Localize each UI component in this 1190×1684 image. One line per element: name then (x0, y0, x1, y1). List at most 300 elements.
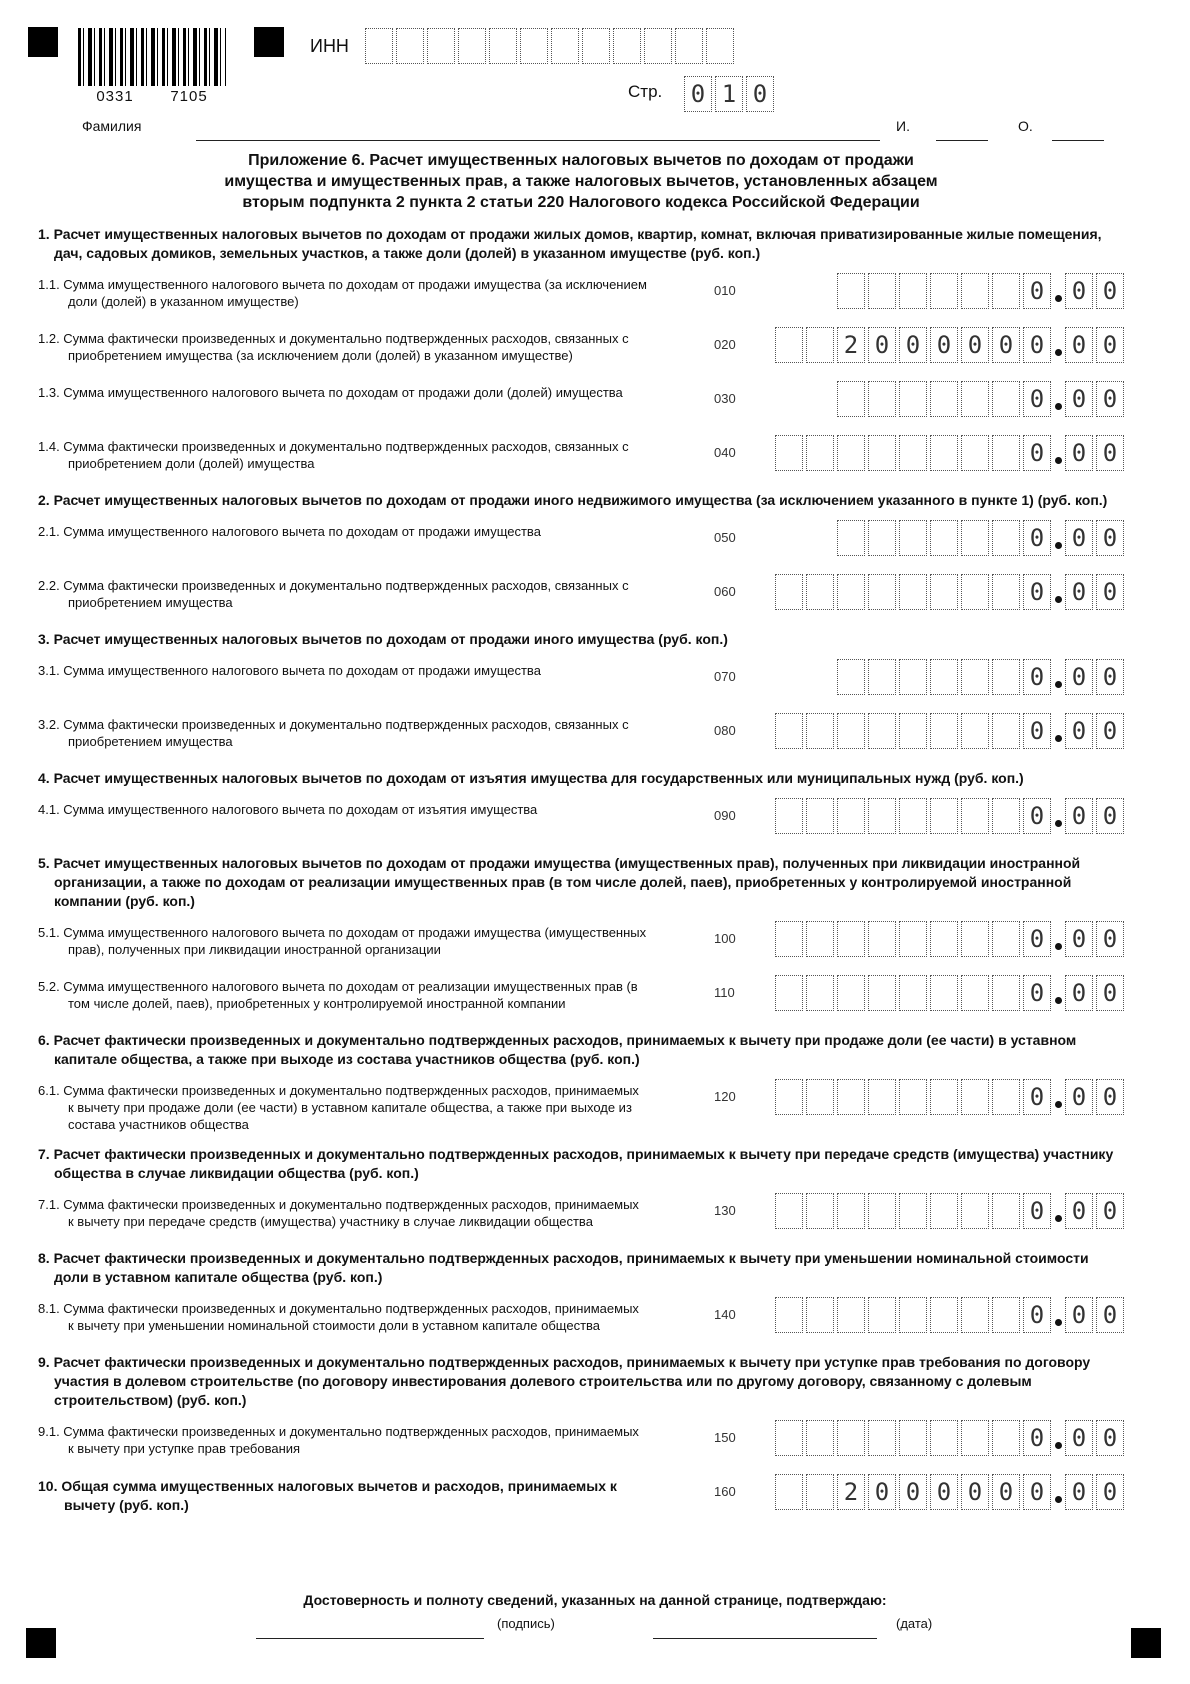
kopeck-digit-cell[interactable]: 0 (1096, 975, 1124, 1011)
amount-field-030 (772, 381, 1124, 417)
amount-digit-cell[interactable] (837, 921, 865, 957)
line-code-090: 090 (714, 808, 736, 823)
amount-digit-cell[interactable] (992, 1193, 1020, 1229)
amount-digit-cell[interactable] (961, 520, 989, 556)
section-8-heading: 8. Расчет фактически произведенных и документально подтвержденных расходов, принимаемых к вычету при уменьшении номинальной стоимости доли в уставном капитале общества (руб. коп.) (38, 1250, 1089, 1285)
rubles-cells-110 (775, 975, 1051, 1011)
patronymic-initial-label: О. (1018, 118, 1033, 134)
amount-digit-cell[interactable] (775, 574, 803, 610)
amount-field-160 (772, 1474, 1124, 1510)
kopecks-cells-120 (1065, 1079, 1124, 1115)
kopeck-digit-cell[interactable]: 0 (1065, 1420, 1093, 1456)
inn-digit-cell[interactable] (427, 28, 455, 64)
amount-digit-cell[interactable] (992, 798, 1020, 834)
form-line-120 (38, 1079, 1124, 1133)
kopeck-digit-cell[interactable]: 0 (1065, 381, 1093, 417)
amount-digit-cell[interactable] (837, 1193, 865, 1229)
kopecks-cells-160 (1065, 1474, 1124, 1510)
form-title-line-3: вторым подпункта 2 пункта 2 статьи 220 Налогового кодекса Российской Федерации (242, 194, 920, 211)
amount-digit-cell[interactable]: 2 (837, 327, 865, 363)
amount-digit-cell[interactable]: 0 (1023, 1193, 1051, 1229)
line-code-100: 100 (714, 931, 736, 946)
inn-digit-cell[interactable] (613, 28, 641, 64)
amount-digit-cell[interactable] (837, 1079, 865, 1115)
amount-digit-cell[interactable] (961, 1297, 989, 1333)
amount-digit-cell[interactable] (868, 713, 896, 749)
amount-digit-cell[interactable] (775, 713, 803, 749)
kopeck-digit-cell[interactable]: 0 (1065, 1474, 1093, 1510)
decimal-separator-icon (1051, 798, 1065, 834)
line-code-060: 060 (714, 584, 736, 599)
amount-digit-cell[interactable] (775, 798, 803, 834)
inn-label: ИНН (310, 36, 349, 56)
form-title-line-2: имущества и имущественных прав, а также налоговых вычетов, установленных абзацем (224, 173, 938, 190)
line-040-label: 1.4. Сумма фактически произведенных и документально подтвержденных расходов, связанных с приобретением доли (долей) имущества (38, 439, 629, 471)
line-140-label: 8.1. Сумма фактически произведенных и документально подтвержденных расходов, принимаемых к вычету при уменьшении номинальной стоимости доли в уставном капитале общества (38, 1301, 639, 1333)
form-sections (38, 225, 1124, 1518)
amount-digit-cell[interactable] (992, 381, 1020, 417)
amount-digit-cell[interactable] (992, 273, 1020, 309)
kopeck-digit-cell[interactable]: 0 (1096, 273, 1124, 309)
form-title (131, 150, 1031, 213)
amount-digit-cell[interactable] (930, 921, 958, 957)
decimal-separator-icon (1051, 1474, 1065, 1510)
amount-digit-cell[interactable]: 0 (899, 1474, 927, 1510)
amount-digit-cell[interactable] (868, 1297, 896, 1333)
kopeck-digit-cell[interactable]: 0 (1096, 659, 1124, 695)
kopeck-digit-cell[interactable]: 0 (1065, 1193, 1093, 1229)
amount-digit-cell[interactable] (806, 1420, 834, 1456)
kopeck-digit-cell[interactable]: 0 (1096, 327, 1124, 363)
registration-mark-top-second (254, 27, 284, 57)
amount-digit-cell[interactable] (837, 659, 865, 695)
amount-digit-cell[interactable]: 0 (1023, 921, 1051, 957)
rubles-cells-160 (775, 1474, 1051, 1510)
amount-digit-cell[interactable] (806, 327, 834, 363)
amount-digit-cell[interactable] (806, 1193, 834, 1229)
rubles-cells-100 (775, 921, 1051, 957)
kopeck-digit-cell[interactable]: 0 (1065, 921, 1093, 957)
section-2-heading: 2. Расчет имущественных налоговых вычетов по доходам от продажи иного недвижимого имущества (за исключением указанного в пункте 1) (руб. коп.) (38, 492, 1108, 508)
kopeck-digit-cell[interactable]: 0 (1065, 1079, 1093, 1115)
amount-digit-cell[interactable] (775, 1420, 803, 1456)
inn-digit-cell[interactable] (582, 28, 610, 64)
amount-digit-cell[interactable]: 0 (961, 1474, 989, 1510)
amount-digit-cell[interactable]: 0 (930, 327, 958, 363)
amount-digit-cell[interactable] (775, 327, 803, 363)
line-030-label: 1.3. Сумма имущественного налогового вычета по доходам от продажи доли (долей) имущества (38, 385, 623, 400)
amount-digit-cell[interactable] (837, 798, 865, 834)
inn-digit-cell[interactable] (675, 28, 703, 64)
first-initial-input-line[interactable] (936, 140, 988, 141)
amount-digit-cell[interactable]: 0 (868, 327, 896, 363)
amount-digit-cell[interactable] (992, 975, 1020, 1011)
form-line-070 (38, 659, 1124, 703)
amount-digit-cell[interactable] (899, 273, 927, 309)
amount-digit-cell[interactable]: 0 (1023, 327, 1051, 363)
form-line-040 (38, 435, 1124, 479)
kopeck-digit-cell[interactable]: 0 (1096, 798, 1124, 834)
amount-digit-cell[interactable] (806, 921, 834, 957)
amount-digit-cell[interactable] (992, 713, 1020, 749)
amount-digit-cell[interactable] (930, 520, 958, 556)
amount-digit-cell[interactable] (868, 1193, 896, 1229)
amount-digit-cell[interactable]: 0 (1023, 1474, 1051, 1510)
kopeck-digit-cell[interactable]: 0 (1096, 713, 1124, 749)
rubles-cells-050 (837, 520, 1051, 556)
kopecks-cells-050 (1065, 520, 1124, 556)
amount-digit-cell[interactable] (899, 921, 927, 957)
amount-digit-cell[interactable] (837, 273, 865, 309)
page-digit-cell[interactable]: 1 (715, 76, 743, 112)
amount-digit-cell[interactable]: 0 (1023, 798, 1051, 834)
amount-digit-cell[interactable]: 0 (1023, 381, 1051, 417)
kopecks-cells-080 (1065, 713, 1124, 749)
kopecks-cells-010 (1065, 273, 1124, 309)
amount-field-120 (772, 1079, 1124, 1115)
page-digit-cell[interactable]: 0 (684, 76, 712, 112)
amount-digit-cell[interactable]: 0 (1023, 273, 1051, 309)
kopecks-cells-060 (1065, 574, 1124, 610)
amount-digit-cell[interactable] (806, 975, 834, 1011)
inn-field[interactable] (365, 28, 734, 64)
rubles-cells-090 (775, 798, 1051, 834)
amount-digit-cell[interactable] (837, 1420, 865, 1456)
amount-field-040 (772, 435, 1124, 471)
inn-digit-cell[interactable] (365, 28, 393, 64)
amount-digit-cell[interactable] (837, 381, 865, 417)
amount-field-090 (772, 798, 1124, 834)
amount-digit-cell[interactable]: 0 (1023, 1420, 1051, 1456)
kopecks-cells-140 (1065, 1297, 1124, 1333)
amount-digit-cell[interactable] (806, 1297, 834, 1333)
decimal-separator-icon (1051, 1420, 1065, 1456)
kopeck-digit-cell[interactable]: 0 (1065, 659, 1093, 695)
amount-digit-cell[interactable] (806, 713, 834, 749)
decimal-separator-icon (1051, 520, 1065, 556)
page-number-field[interactable] (684, 76, 774, 112)
amount-digit-cell[interactable] (930, 574, 958, 610)
amount-digit-cell[interactable]: 2 (837, 1474, 865, 1510)
amount-digit-cell[interactable] (961, 921, 989, 957)
amount-digit-cell[interactable]: 0 (930, 1474, 958, 1510)
amount-digit-cell[interactable] (930, 1079, 958, 1115)
amount-digit-cell[interactable] (930, 975, 958, 1011)
first-initial-label: И. (896, 118, 910, 134)
form-line-020 (38, 327, 1124, 371)
amount-digit-cell[interactable]: 0 (1023, 435, 1051, 471)
kopecks-cells-070 (1065, 659, 1124, 695)
amount-digit-cell[interactable]: 0 (1023, 659, 1051, 695)
amount-digit-cell[interactable]: 0 (992, 327, 1020, 363)
amount-digit-cell[interactable] (961, 659, 989, 695)
line-110-label: 5.2. Сумма имущественного налогового вычета по доходам от реализации имущественных прав (в том числе долей, паев), приобретенных у контролируемой иностранной компании (38, 979, 638, 1011)
amount-digit-cell[interactable] (868, 975, 896, 1011)
amount-digit-cell[interactable] (775, 435, 803, 471)
line-130-label: 7.1. Сумма фактически произведенных и документально подтвержденных расходов, принимаемых к вычету при передаче средств (имущества) участнику в случае ликвидации общества (38, 1197, 639, 1229)
amount-digit-cell[interactable] (775, 921, 803, 957)
section-3-heading: 3. Расчет имущественных налоговых вычетов по доходам от продажи иного имущества (руб. коп.) (38, 631, 728, 647)
patronymic-initial-input-line[interactable] (1052, 140, 1104, 141)
amount-digit-cell[interactable]: 0 (992, 1474, 1020, 1510)
amount-digit-cell[interactable] (837, 713, 865, 749)
amount-digit-cell[interactable] (930, 659, 958, 695)
line-code-070: 070 (714, 669, 736, 684)
amount-digit-cell[interactable] (899, 975, 927, 1011)
amount-digit-cell[interactable]: 0 (1023, 975, 1051, 1011)
section-4-heading: 4. Расчет имущественных налоговых вычетов по доходам от изъятия имущества для государственных или муниципальных нужд (руб. коп.) (38, 770, 1024, 786)
amount-digit-cell[interactable] (806, 798, 834, 834)
kopeck-digit-cell[interactable]: 0 (1065, 574, 1093, 610)
amount-digit-cell[interactable] (868, 381, 896, 417)
amount-digit-cell[interactable] (899, 713, 927, 749)
decimal-separator-icon (1051, 327, 1065, 363)
date-input-line[interactable] (653, 1620, 877, 1639)
amount-digit-cell[interactable] (992, 1297, 1020, 1333)
section-9-heading: 9. Расчет фактически произведенных и документально подтвержденных расходов, принимаемых к вычету при уступке прав требования по договору участия в долевом строительстве (по договору инвестирования долевого строительства или по другому договору, связанному с долевым строительством) (руб. коп.) (38, 1354, 1091, 1408)
kopeck-digit-cell[interactable]: 0 (1065, 435, 1093, 471)
amount-digit-cell[interactable] (899, 520, 927, 556)
amount-digit-cell[interactable] (837, 520, 865, 556)
amount-digit-cell[interactable] (961, 273, 989, 309)
amount-digit-cell[interactable] (961, 1420, 989, 1456)
amount-digit-cell[interactable] (961, 713, 989, 749)
amount-digit-cell[interactable] (930, 1420, 958, 1456)
form-line-100 (38, 921, 1124, 965)
amount-digit-cell[interactable] (961, 1193, 989, 1229)
line-code-030: 030 (714, 391, 736, 406)
amount-digit-cell[interactable] (899, 574, 927, 610)
page-digit-cell[interactable]: 0 (746, 76, 774, 112)
amount-digit-cell[interactable] (868, 798, 896, 834)
amount-digit-cell[interactable]: 0 (868, 1474, 896, 1510)
barcode-number (78, 88, 226, 105)
amount-digit-cell[interactable] (992, 921, 1020, 957)
amount-digit-cell[interactable] (806, 574, 834, 610)
form-line-150 (38, 1420, 1124, 1464)
amount-digit-cell[interactable] (868, 659, 896, 695)
form-line-080 (38, 713, 1124, 757)
amount-digit-cell[interactable] (992, 574, 1020, 610)
line-060-label: 2.2. Сумма фактически произведенных и документально подтвержденных расходов, связанных с приобретением имущества (38, 578, 629, 610)
amount-digit-cell[interactable] (961, 574, 989, 610)
amount-digit-cell[interactable] (806, 1474, 834, 1510)
kopeck-digit-cell[interactable]: 0 (1096, 1193, 1124, 1229)
amount-digit-cell[interactable]: 0 (961, 327, 989, 363)
kopeck-digit-cell[interactable]: 0 (1096, 381, 1124, 417)
amount-digit-cell[interactable] (992, 659, 1020, 695)
line-010-label: 1.1. Сумма имущественного налогового вычета по доходам от продажи имущества (за исключением доли (долей) в указанном имуществе) (38, 277, 647, 309)
rubles-cells-080 (775, 713, 1051, 749)
amount-digit-cell[interactable] (930, 1193, 958, 1229)
line-160-label: 10. Общая сумма имущественных налоговых вычетов и расходов, принимаемых к вычету (руб. коп.) (38, 1478, 617, 1513)
amount-digit-cell[interactable] (899, 798, 927, 834)
form-line-140 (38, 1297, 1124, 1341)
inn-digit-cell[interactable] (551, 28, 579, 64)
amount-digit-cell[interactable] (961, 435, 989, 471)
kopeck-digit-cell[interactable]: 0 (1096, 1297, 1124, 1333)
form-line-060 (38, 574, 1124, 618)
amount-field-150 (772, 1420, 1124, 1456)
amount-digit-cell[interactable]: 0 (1023, 520, 1051, 556)
kopecks-cells-100 (1065, 921, 1124, 957)
signature-label: (подпись) (497, 1616, 555, 1631)
amount-digit-cell[interactable] (899, 381, 927, 417)
line-100-label: 5.1. Сумма имущественного налогового вычета по доходам от продажи имущества (имущественных прав), полученных при ликвидации иностранной организации (38, 925, 647, 957)
amount-digit-cell[interactable] (837, 975, 865, 1011)
amount-digit-cell[interactable] (806, 1079, 834, 1115)
signature-input-line[interactable] (256, 1620, 484, 1639)
inn-digit-cell[interactable] (644, 28, 672, 64)
amount-digit-cell[interactable]: 0 (1023, 1079, 1051, 1115)
line-code-110: 110 (714, 985, 735, 1000)
amount-field-070 (772, 659, 1124, 695)
amount-digit-cell[interactable] (899, 659, 927, 695)
amount-digit-cell[interactable] (775, 1079, 803, 1115)
decimal-separator-icon (1051, 1079, 1065, 1115)
amount-digit-cell[interactable] (775, 1474, 803, 1510)
decimal-separator-icon (1051, 1297, 1065, 1333)
amount-digit-cell[interactable] (775, 1297, 803, 1333)
line-code-160: 160 (714, 1484, 736, 1499)
amount-digit-cell[interactable] (992, 1420, 1020, 1456)
amount-field-100 (772, 921, 1124, 957)
inn-digit-cell[interactable] (706, 28, 734, 64)
amount-digit-cell[interactable]: 0 (899, 327, 927, 363)
amount-digit-cell[interactable] (899, 1079, 927, 1115)
amount-field-010 (772, 273, 1124, 309)
amount-digit-cell[interactable] (868, 273, 896, 309)
line-080-label: 3.2. Сумма фактически произведенных и документально подтвержденных расходов, связанных с приобретением имущества (38, 717, 629, 749)
form-line-030 (38, 381, 1124, 425)
amount-digit-cell[interactable] (930, 273, 958, 309)
kopeck-digit-cell[interactable]: 0 (1065, 327, 1093, 363)
section-5-heading: 5. Расчет имущественных налоговых вычетов по доходам от продажи имущества (имущественных прав), полученных при ликвидации иностранной организации, а также по доходам от реализации имущественных прав (в том числе долей, паев), приобретенных у контролируемой иностранной компании (руб. коп.) (38, 855, 1081, 909)
amount-digit-cell[interactable] (899, 1193, 927, 1229)
amount-digit-cell[interactable]: 0 (1023, 713, 1051, 749)
amount-digit-cell[interactable] (930, 798, 958, 834)
amount-digit-cell[interactable] (868, 1079, 896, 1115)
amount-digit-cell[interactable] (992, 435, 1020, 471)
kopeck-digit-cell[interactable]: 0 (1096, 1079, 1124, 1115)
amount-digit-cell[interactable] (961, 381, 989, 417)
amount-digit-cell[interactable] (992, 1079, 1020, 1115)
decimal-separator-icon (1051, 659, 1065, 695)
kopeck-digit-cell[interactable]: 0 (1065, 713, 1093, 749)
form-line-110 (38, 975, 1124, 1019)
rubles-cells-070 (837, 659, 1051, 695)
amount-digit-cell[interactable] (899, 1297, 927, 1333)
amount-digit-cell[interactable] (775, 975, 803, 1011)
amount-digit-cell[interactable] (837, 1297, 865, 1333)
rubles-cells-140 (775, 1297, 1051, 1333)
amount-digit-cell[interactable] (837, 574, 865, 610)
amount-digit-cell[interactable] (930, 381, 958, 417)
amount-digit-cell[interactable] (868, 574, 896, 610)
amount-digit-cell[interactable] (899, 1420, 927, 1456)
amount-digit-cell[interactable] (868, 520, 896, 556)
amount-digit-cell[interactable] (961, 1079, 989, 1115)
amount-digit-cell[interactable] (961, 798, 989, 834)
decimal-separator-icon (1051, 975, 1065, 1011)
line-050-label: 2.1. Сумма имущественного налогового вычета по доходам от продажи имущества (38, 524, 541, 539)
amount-field-060 (772, 574, 1124, 610)
decimal-separator-icon (1051, 713, 1065, 749)
amount-digit-cell[interactable] (899, 435, 927, 471)
kopeck-digit-cell[interactable]: 0 (1096, 574, 1124, 610)
decimal-separator-icon (1051, 921, 1065, 957)
kopeck-digit-cell[interactable]: 0 (1065, 273, 1093, 309)
kopeck-digit-cell[interactable]: 0 (1065, 520, 1093, 556)
rubles-cells-040 (775, 435, 1051, 471)
amount-digit-cell[interactable] (961, 975, 989, 1011)
kopeck-digit-cell[interactable]: 0 (1065, 975, 1093, 1011)
section-7-heading: 7. Расчет фактически произведенных и документально подтвержденных расходов, принимаемых к вычету при передаче средств (имущества) участнику общества в случае ликвидации общества (руб. коп.) (38, 1146, 1114, 1181)
amount-digit-cell[interactable] (806, 435, 834, 471)
date-label: (дата) (896, 1616, 933, 1631)
barcode-number-left: 0331 (96, 88, 134, 105)
line-code-040: 040 (714, 445, 736, 460)
surname-input-line[interactable] (196, 140, 880, 141)
form-line-130 (38, 1193, 1124, 1237)
kopeck-digit-cell[interactable]: 0 (1096, 1474, 1124, 1510)
amount-field-020 (772, 327, 1124, 363)
line-150-label: 9.1. Сумма фактически произведенных и документально подтвержденных расходов, принимаемых к вычету при уступке прав требования (38, 1424, 639, 1456)
inn-digit-cell[interactable] (520, 28, 548, 64)
kopeck-digit-cell[interactable]: 0 (1096, 1420, 1124, 1456)
line-070-label: 3.1. Сумма имущественного налогового вычета по доходам от продажи имущества (38, 663, 541, 678)
amount-digit-cell[interactable] (930, 1297, 958, 1333)
amount-digit-cell[interactable] (868, 1420, 896, 1456)
barcode-number-right: 7105 (170, 88, 208, 105)
kopeck-digit-cell[interactable]: 0 (1096, 921, 1124, 957)
decimal-separator-icon (1051, 1193, 1065, 1229)
amount-field-110 (772, 975, 1124, 1011)
amount-digit-cell[interactable] (992, 520, 1020, 556)
attestation-text: Достоверность и полноту сведений, указанных на данной странице, подтверждаю: (303, 1592, 887, 1608)
inn-digit-cell[interactable] (458, 28, 486, 64)
line-code-020: 020 (714, 337, 736, 352)
amount-digit-cell[interactable] (930, 435, 958, 471)
kopecks-cells-020 (1065, 327, 1124, 363)
amount-digit-cell[interactable]: 0 (1023, 1297, 1051, 1333)
rubles-cells-010 (837, 273, 1051, 309)
amount-digit-cell[interactable] (930, 713, 958, 749)
kopecks-cells-030 (1065, 381, 1124, 417)
kopeck-digit-cell[interactable]: 0 (1096, 520, 1124, 556)
kopeck-digit-cell[interactable]: 0 (1065, 1297, 1093, 1333)
decimal-separator-icon (1051, 435, 1065, 471)
decimal-separator-icon (1051, 273, 1065, 309)
kopeck-digit-cell[interactable]: 0 (1065, 798, 1093, 834)
decimal-separator-icon (1051, 381, 1065, 417)
rubles-cells-150 (775, 1420, 1051, 1456)
amount-digit-cell[interactable] (775, 1193, 803, 1229)
form-line-010 (38, 273, 1124, 317)
inn-digit-cell[interactable] (396, 28, 424, 64)
line-120-label: 6.1. Сумма фактически произведенных и документально подтвержденных расходов, принимаемых к вычету при продаже доли (ее части) в уставном капитале общества, а также при выходе из состава участников общества (38, 1083, 639, 1132)
amount-digit-cell[interactable] (837, 435, 865, 471)
amount-digit-cell[interactable] (868, 435, 896, 471)
amount-digit-cell[interactable]: 0 (1023, 574, 1051, 610)
line-code-130: 130 (714, 1203, 736, 1218)
inn-digit-cell[interactable] (489, 28, 517, 64)
kopeck-digit-cell[interactable]: 0 (1096, 435, 1124, 471)
rubles-cells-030 (837, 381, 1051, 417)
registration-mark-bottom-left (26, 1628, 56, 1658)
amount-digit-cell[interactable] (868, 921, 896, 957)
rubles-cells-130 (775, 1193, 1051, 1229)
